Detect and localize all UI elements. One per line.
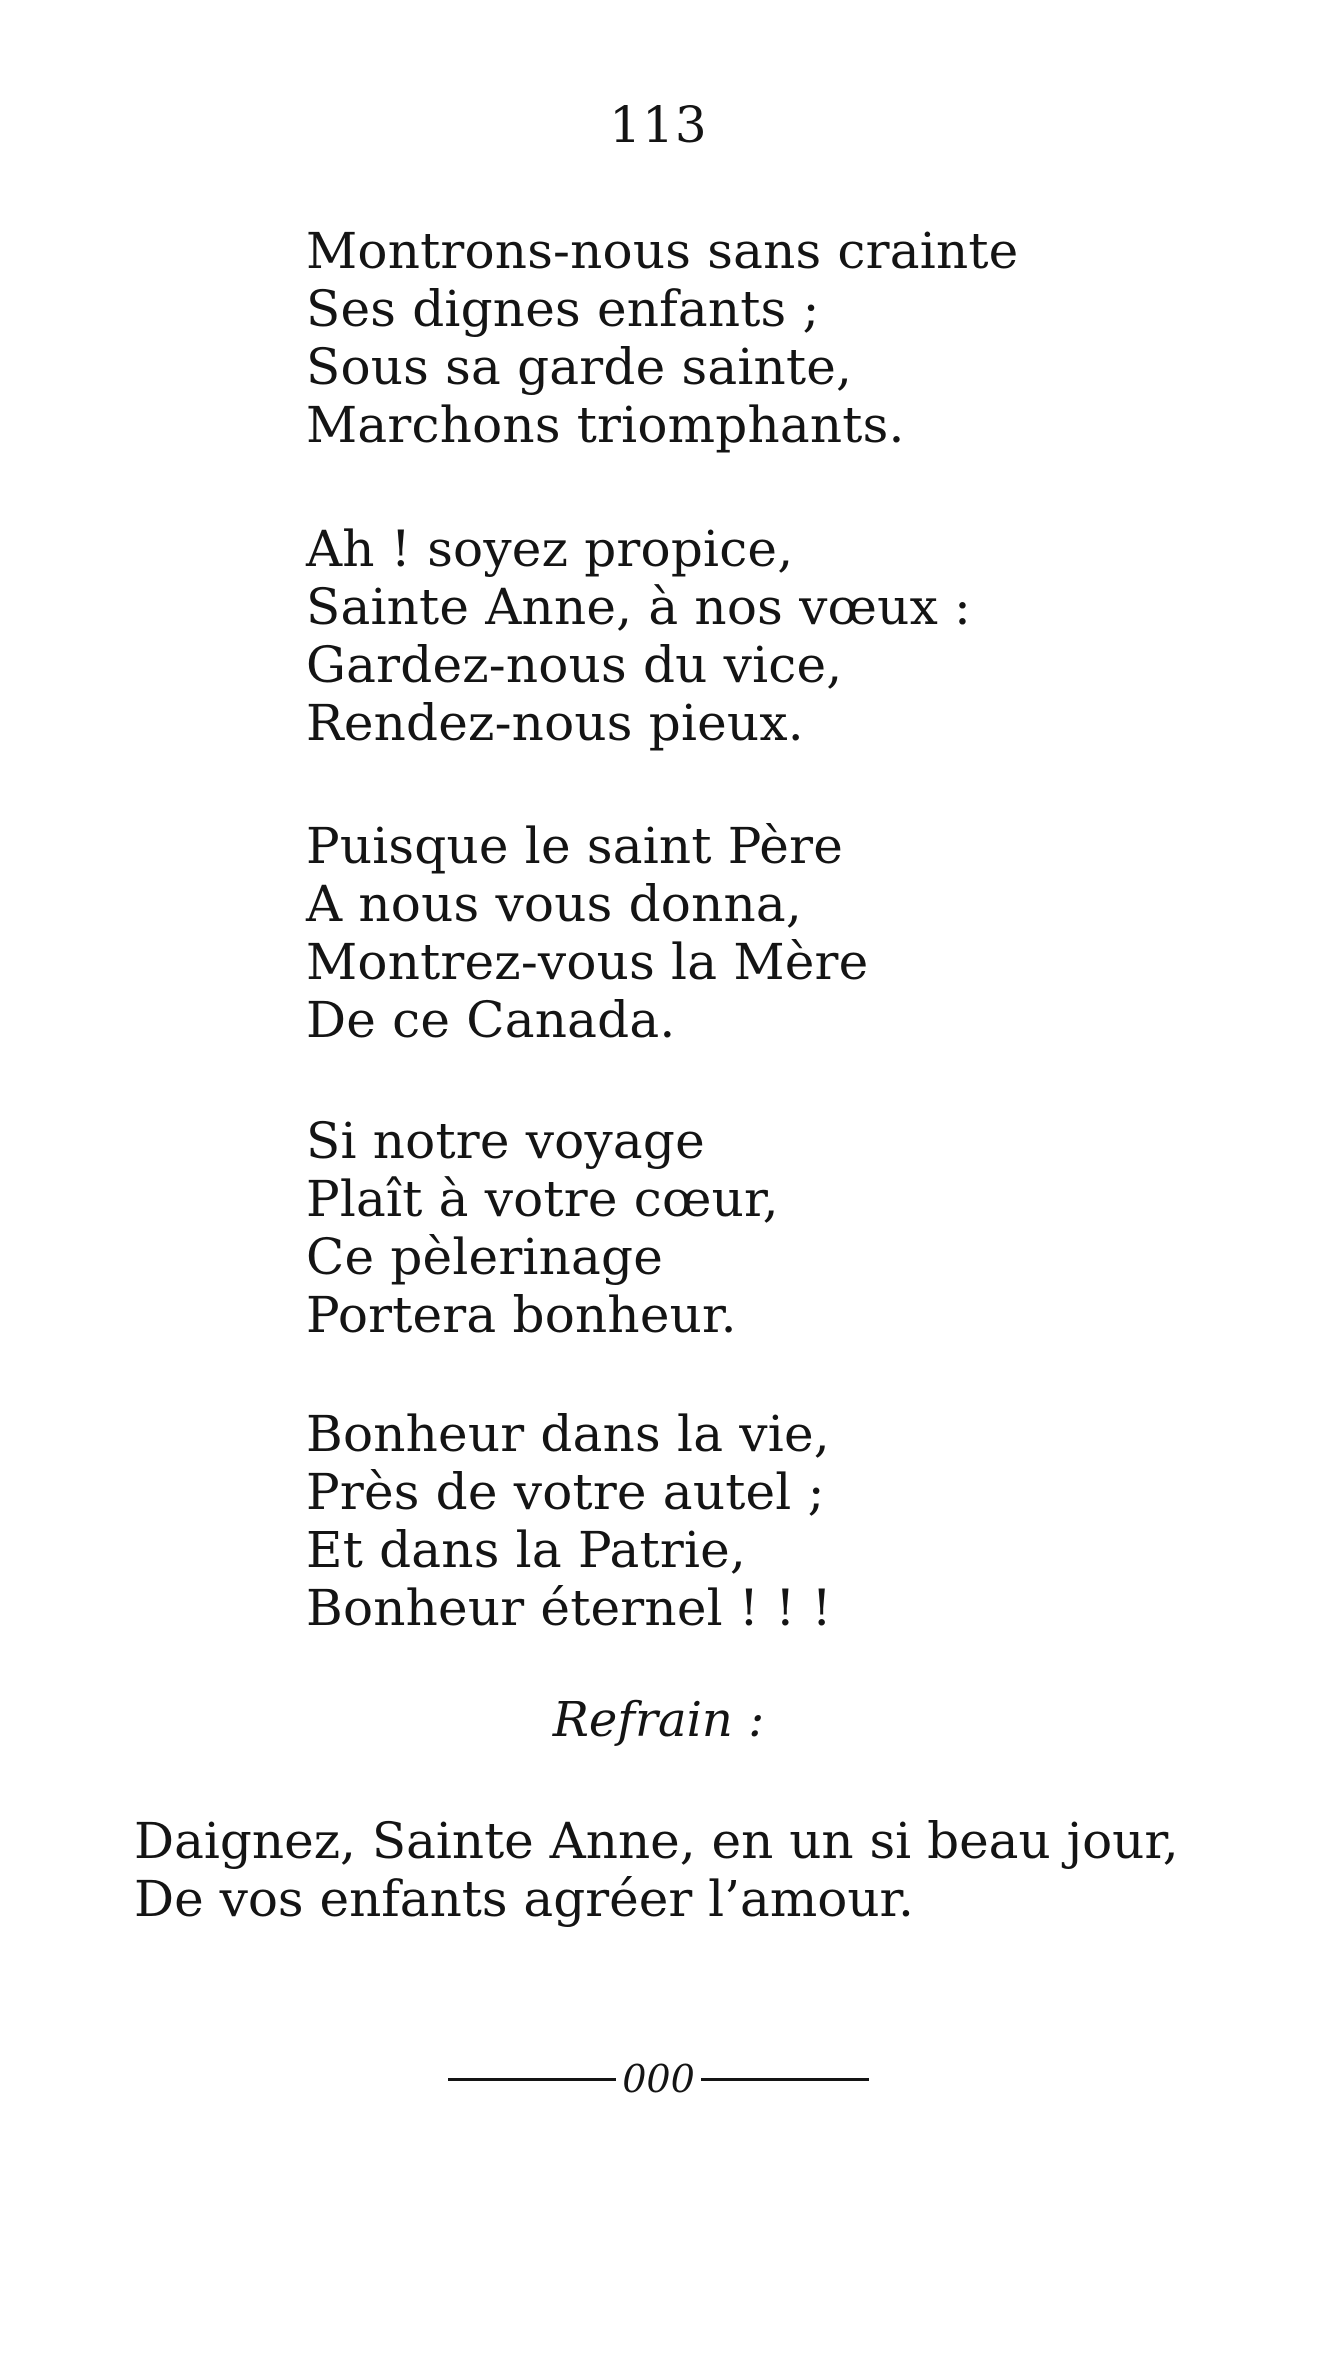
verse-line: Montrons-nous sans crainte	[306, 222, 1019, 280]
verse-line: Plaît à votre cœur,	[306, 1170, 779, 1228]
verse-line: Puisque le saint Père	[306, 817, 843, 875]
ornament-rule-right	[701, 2078, 869, 2081]
verse-line: Sous sa garde sainte,	[306, 338, 853, 396]
ornament-rule-left	[448, 2078, 616, 2081]
refrain-line: Daignez, Sainte Anne, en un si beau jour,	[134, 1812, 1179, 1870]
stanza-3	[306, 817, 868, 1049]
verse-line: A nous vous donna,	[306, 875, 802, 933]
verse-line: Bonheur éternel ! ! !	[306, 1579, 832, 1637]
verse-line: Ses dignes enfants ;	[306, 280, 820, 338]
verse-line: Montrez-vous la Mère	[306, 933, 869, 991]
verse-line: Bonheur dans la vie,	[306, 1405, 830, 1463]
refrain	[134, 1812, 1179, 1928]
verse-line: Rendez-nous pieux.	[306, 694, 804, 752]
verse-line: Gardez-nous du vice,	[306, 636, 843, 694]
end-ornament	[0, 2057, 1317, 2101]
verse-line: Près de votre autel ;	[306, 1463, 825, 1521]
verse-line: Et dans la Patrie,	[306, 1521, 747, 1579]
verse-line: Ah ! soyez propice,	[306, 520, 794, 578]
verse-line: Sainte Anne, à nos vœux :	[306, 578, 972, 636]
refrain-line: De vos enfants agréer l’amour.	[134, 1870, 914, 1928]
verse-line: Si notre voyage	[306, 1112, 705, 1170]
stanza-5	[306, 1405, 832, 1637]
page-number: 113	[609, 96, 708, 154]
verse-line: Marchons triomphants.	[306, 396, 905, 454]
verse-line: De ce Canada.	[306, 991, 676, 1049]
stanza-2	[306, 520, 971, 752]
verse-line: Portera bonheur.	[306, 1286, 737, 1344]
refrain-title: Refrain :	[552, 1692, 765, 1748]
verse-line: Ce pèlerinage	[306, 1228, 664, 1286]
ornament-text: 000	[622, 2057, 695, 2101]
stanza-1	[306, 222, 1018, 454]
stanza-4	[306, 1112, 779, 1344]
